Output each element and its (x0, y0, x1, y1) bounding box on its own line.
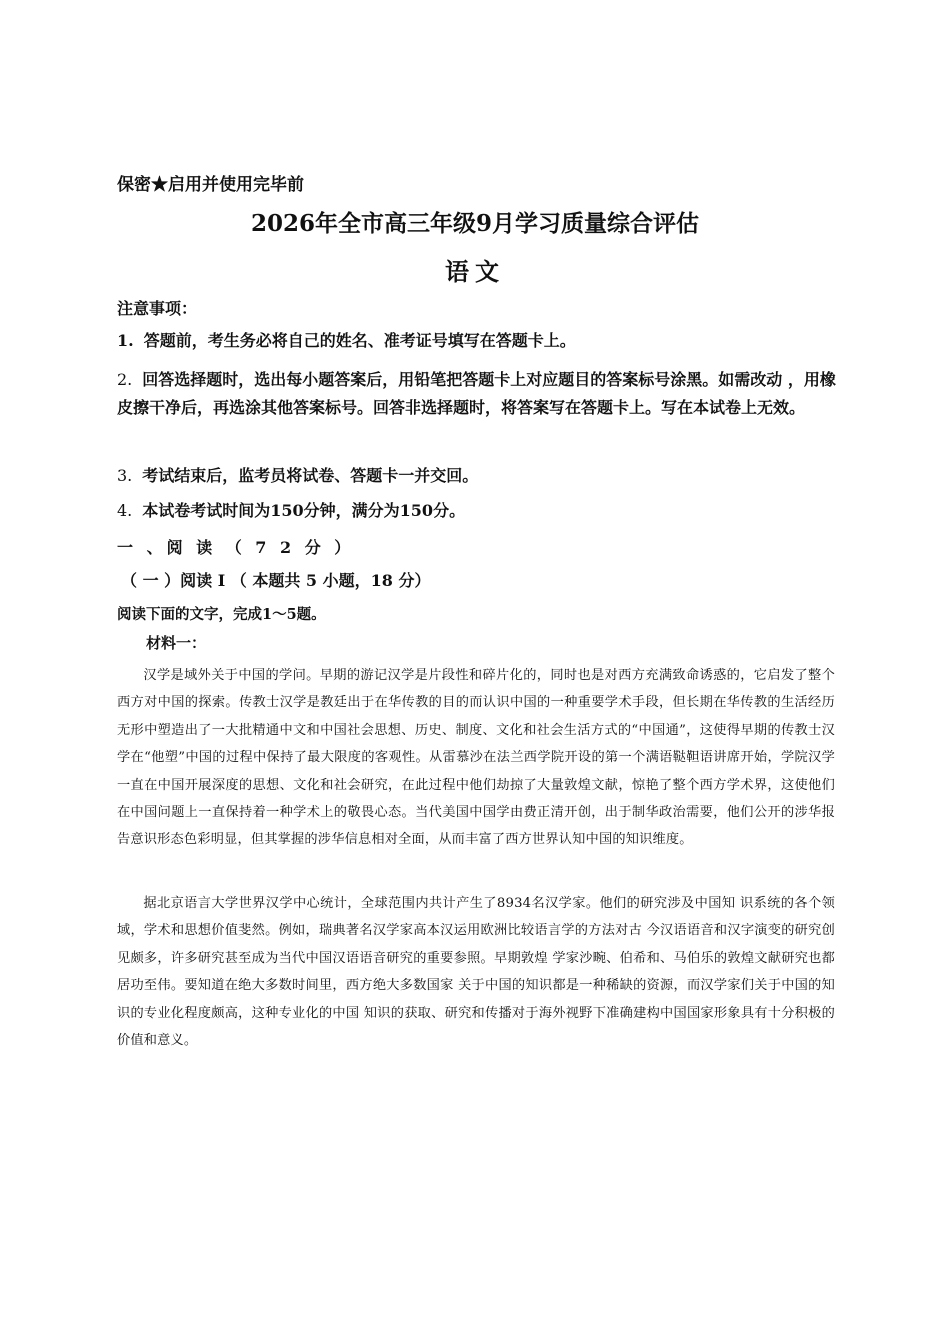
notice-item (117, 497, 837, 525)
passage-paragraph: 据北京语言大学世界汉学中心统计，全球范围内共计产生了8934名汉学家。他们的研究涉及中国知 识系统的各个领域，学术和思想价值斐然。例如，瑞典著名汉学家高本汉运用欧洲比较语言学的方法对古 今汉语语音和汉字演变的研究创见颇多，许多研究甚至成为当代中国汉语语音研究的重要参照。早期敦煌 学家沙畹、伯希和、马伯乐的敦煌文献研究也都居功至伟。要知道在绝大多数时间里，西方绝大多数国家 关于中国的知识都是一种稀缺的资源，而汉学家们关于中国的知识的专业化程度颇高，这种专业化的中国 知识的获取、研究和传播对于海外视野下准确建构中国国家形象具有十分积极的价值和意义。 (117, 896, 835, 1049)
section-title: 一 、阅 读 （ 7 2 分 ） (117, 538, 355, 557)
notice-text: 考试结束后，监考员将试卷、答题卡一并交回。 (142, 466, 479, 485)
notice-item (117, 366, 837, 422)
notice-number: 3. (117, 466, 133, 485)
notice-item (117, 327, 837, 355)
passage-paragraph: 汉学是域外关于中国的学问。早期的游记汉学是片段性和碎片化的，同时也是对西方充满致命诱惑的，它启发了整个西方对中国的探索。传教士汉学是教廷出于在华传教的目的而认识中国的一种重要学术手段，但长期在华传教的生活经历无形中塑造出了一大批精通中文和中国社会思想、历史、制度、文化和社会生活方式的“中国通”，这使得早期的传教士汉学在“他塑”中国的过程中保持了最大限度的客观性。从雷慕沙在法兰西学院开设的第一个满语鞑靼语讲席开始，学院汉学一直在中国开展深度的思想、文化和社会研究，在此过程中他们劫掠了大量敦煌文献，惊艳了整个西方学术界，这使他们在中国问题上一直保持着一种学术上的敬畏心态。当代美国中国学由费正清开创，出于制华政治需要，他们公开的涉华报告意识形态色彩明显，但其掌握的涉华信息相对全面，从而丰富了西方世界认知中国的知识维度。 (117, 668, 835, 848)
notice-item (117, 462, 837, 490)
notice-number: 4. (117, 501, 133, 520)
exam-title: 2026年全市高三年级9月学习质量综合评估 (250, 210, 700, 237)
notice-heading: 注意事项： (117, 299, 198, 318)
notice-number: 2. (117, 370, 133, 389)
reading-instruction: 阅读下面的文字，完成1～5题。 (117, 606, 326, 623)
notice-text: 答题前，考生务必将自己的姓名、准考证号填写在答题卡上。 (143, 331, 576, 350)
notice-number: 1. (117, 331, 134, 350)
material-label: 材料一： (146, 634, 207, 652)
notice-text: 本试卷考试时间为150分钟，满分为150分。 (142, 501, 466, 520)
notice-text: 回答选择题时，选出每小题答案后，用铅笔把答题卡上对应题目的答案标号涂黑。如需改动 ，用橡皮擦干净后，再选涂其他答案标号。回答非选择题时，将答案写在答题卡上。写在本试卷上无效。 (117, 370, 836, 417)
confidential-mark: 保密★启用并使用完毕前 (117, 175, 304, 195)
subject-title: 语文 (445, 257, 505, 286)
section-subtitle: （ 一 ）阅读 I （ 本题共 5 小题，18 分） (121, 571, 431, 590)
